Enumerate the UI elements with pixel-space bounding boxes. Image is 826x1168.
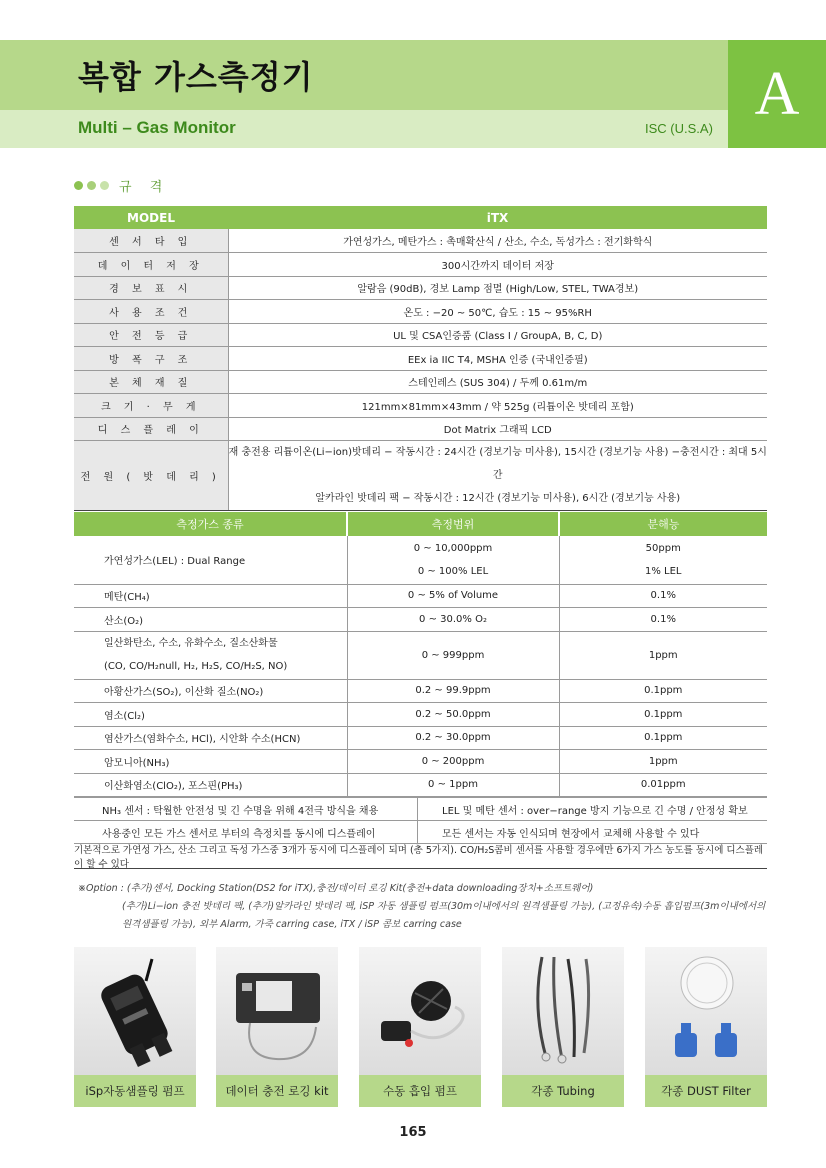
gas-name-line: (CO, CO/H₂null, H₂, H₂S, CO/H₂S, NO) xyxy=(104,661,288,672)
table-row xyxy=(74,679,767,703)
logging-kit-icon xyxy=(216,947,338,1075)
row-label: 센 서 타 입 xyxy=(74,229,228,253)
col-range-header: 측정범위 xyxy=(347,512,559,536)
table-row xyxy=(74,323,767,347)
row-value: EEx ia IIC T4, MSHA 인증 (국내인증필) xyxy=(228,347,767,371)
gas-resolution xyxy=(559,536,767,584)
product-card xyxy=(502,947,624,1107)
table-row xyxy=(74,703,767,727)
gas-range: 0 ~ 30.0% O₂ xyxy=(347,608,559,632)
bullet-dot-icon xyxy=(87,181,96,190)
row-label: 디 스 플 레 이 xyxy=(74,417,228,441)
range-line: 0 ~ 10,000ppm xyxy=(413,542,493,554)
table-row xyxy=(74,608,767,632)
row-value: Dot Matrix 그래픽 LCD xyxy=(228,417,767,441)
row-label: 방 폭 구 조 xyxy=(74,347,228,371)
gas-resolution: 0.01ppm xyxy=(559,773,767,797)
bullet-dot-icon xyxy=(74,181,83,190)
gas-range: 0 ~ 5% of Volume xyxy=(347,584,559,608)
row-value: 가연성가스, 메탄가스 : 촉매확산식 / 산소, 수소, 독성가스 : 전기화학식 xyxy=(228,229,767,253)
gas-name xyxy=(74,631,347,679)
product-card xyxy=(359,947,481,1107)
table-row xyxy=(74,773,767,797)
gas-name: 염소(Cl₂) xyxy=(74,703,347,727)
col-itx-header: iTX xyxy=(228,206,767,229)
power-line-rechargeable: 재 충전용 리튬이온(Li−ion)밧데리 − 작동시간 : 24시간 (경보기능 미사용), 15시간 (경보기능 사용) −충전시간 : 최대 5시간 xyxy=(228,447,767,481)
table-row xyxy=(74,276,767,300)
gas-range: 0.2 ~ 50.0ppm xyxy=(347,703,559,727)
row-label: 사 용 조 건 xyxy=(74,300,228,324)
row-value: 알람음 (90dB), 경보 Lamp 점멸 (High/Low, STEL, TWA경보) xyxy=(228,276,767,300)
gas-resolution: 0.1% xyxy=(559,584,767,608)
note-cell: 사용중인 모든 가스 센서로 부터의 측정치를 동시에 디스플레이 xyxy=(74,821,418,843)
row-label: 전 원 ( 밧 데 리 ) xyxy=(74,441,228,511)
gas-resolution: 1ppm xyxy=(559,750,767,774)
gas-range: 0 ~ 1ppm xyxy=(347,773,559,797)
range-line: 0 ~ 100% LEL xyxy=(417,565,489,577)
note-full: 기본적으로 가연성 가스, 산소 그리고 독성 가스중 3개가 동시에 디스플레이 되며 (총 5가지). CO/H₂S콤비 센서를 사용할 경우에만 6가지 가스 농도를 동시에 디스플레이 할 수 있다 xyxy=(74,844,767,869)
sampling-pump-icon xyxy=(74,947,196,1075)
gas-range xyxy=(347,536,559,584)
product-card xyxy=(74,947,196,1107)
product-caption: 수동 흡입 펌프 xyxy=(359,1075,481,1107)
notes-block xyxy=(74,797,767,869)
section-letter-badge: A xyxy=(728,40,826,148)
col-resolution-header: 분해능 xyxy=(559,512,767,536)
table-row xyxy=(74,394,767,418)
page-title: 복합 가스측정기 xyxy=(78,58,314,96)
option-line: ※Option : (추가)센서, Docking Station(DS2 for iTX),충전/데이터 로깅 Kit(충전+data downloading장치+소프트웨어) xyxy=(78,883,594,894)
table-row xyxy=(74,536,767,584)
gas-name: 메탄(CH₄) xyxy=(74,584,347,608)
gas-name: 염산가스(염화수소, HCl), 시안화 수소(HCN) xyxy=(74,726,347,750)
gas-resolution: 0.1ppm xyxy=(559,726,767,750)
product-card xyxy=(216,947,338,1107)
table-row xyxy=(74,441,767,511)
table-row xyxy=(74,253,767,277)
row-label: 경 보 표 시 xyxy=(74,276,228,300)
note-cell: NH₃ 센서 : 탁월한 안전성 및 긴 수명을 위해 4전극 방식을 채용 xyxy=(74,798,418,820)
table-row xyxy=(74,584,767,608)
page-number: 165 xyxy=(399,1125,427,1140)
notes-row xyxy=(74,798,767,821)
note-cell: LEL 및 메탄 센서 : over−range 방지 기능으로 긴 수명 / 안정성 확보 xyxy=(442,805,748,817)
resolution-line: 1% LEL xyxy=(644,565,682,577)
gas-range: 0 ~ 200ppm xyxy=(347,750,559,774)
page-subtitle: Multi – Gas Monitor xyxy=(78,118,236,137)
col-model-header: MODEL xyxy=(74,206,228,229)
table-row xyxy=(74,347,767,371)
power-line-alkaline: 알카라인 밧데리 팩 − 작동시간 : 12시간 (경보기능 미사용), 6시간 (경보기능 사용) xyxy=(315,493,681,504)
table-row xyxy=(74,631,767,679)
gas-resolution: 0.1ppm xyxy=(559,703,767,727)
row-value: 온도 : −20 ~ 50℃, 습도 : 15 ~ 95%RH xyxy=(228,300,767,324)
gas-resolution: 0.1ppm xyxy=(559,679,767,703)
options-text xyxy=(78,880,765,934)
gas-range-table xyxy=(74,512,767,797)
gas-range: 0.2 ~ 30.0ppm xyxy=(347,726,559,750)
spec-table xyxy=(74,206,767,511)
manufacturer-label: ISC (U.S.A) xyxy=(645,121,713,136)
gas-range: 0 ~ 999ppm xyxy=(347,631,559,679)
product-caption: iSp자동샘플링 펌프 xyxy=(74,1075,196,1107)
product-caption: 각종 Tubing xyxy=(502,1075,624,1107)
table-row xyxy=(74,229,767,253)
bullet-dot-icon xyxy=(100,181,109,190)
section-label: 규 격 xyxy=(119,180,170,195)
gas-name: 산소(O₂) xyxy=(74,608,347,632)
note-cell: 모든 센서는 자동 인식되며 현장에서 교체해 사용할 수 있다 xyxy=(442,828,700,840)
hand-pump-icon xyxy=(359,947,481,1075)
gas-name: 가연성가스(LEL) : Dual Range xyxy=(74,536,347,584)
row-value: 스테인레스 (SUS 304) / 두께 0.61m/m xyxy=(228,370,767,394)
tubing-icon xyxy=(502,947,624,1075)
power-value xyxy=(228,441,767,511)
row-value: UL 및 CSA인증품 (Class I / GroupA, B, C, D) xyxy=(228,323,767,347)
gas-name: 이산화염소(ClO₂), 포스핀(PH₃) xyxy=(74,773,347,797)
spec-section-heading xyxy=(74,176,169,195)
col-gas-header: 측정가스 종류 xyxy=(74,512,347,536)
gas-resolution: 0.1% xyxy=(559,608,767,632)
product-caption: 데이터 충전 로깅 kit xyxy=(216,1075,338,1107)
gas-name: 아황산가스(SO₂), 이산화 질소(NO₂) xyxy=(74,679,347,703)
gas-resolution: 1ppm xyxy=(559,631,767,679)
row-label: 안 전 등 급 xyxy=(74,323,228,347)
option-line: 원격샘플링 가능), 외부 Alarm, 가죽 carring case, iTX / iSP 콤보 carring case xyxy=(122,919,462,930)
row-value: 300시간까지 데이터 저장 xyxy=(228,253,767,277)
table-row xyxy=(74,300,767,324)
gas-range: 0.2 ~ 99.9ppm xyxy=(347,679,559,703)
table-row xyxy=(74,417,767,441)
product-caption: 각종 DUST Filter xyxy=(645,1075,767,1107)
gas-name: 암모니아(NH₃) xyxy=(74,750,347,774)
product-card xyxy=(645,947,767,1107)
notes-row xyxy=(74,821,767,844)
row-label: 본 체 재 질 xyxy=(74,370,228,394)
row-label: 크 기 · 무 게 xyxy=(74,394,228,418)
row-label: 데 이 터 저 장 xyxy=(74,253,228,277)
table-row xyxy=(74,370,767,394)
dust-filter-icon xyxy=(645,947,767,1075)
table-row xyxy=(74,750,767,774)
gas-name-line: 일산화탄소, 수소, 유화수소, 질소산화물 xyxy=(104,638,278,649)
table-row xyxy=(74,726,767,750)
option-line: (추가)Li−ion 충전 밧데리 팩, (추가)알카라인 밧데리 팩, iSP 자동 샘플링 펌프(30m이내에서의 원격샘플링 가능), (고정유속)수동 흡입펌프(3m이내에서의 xyxy=(122,901,766,912)
resolution-line: 50ppm xyxy=(645,542,681,554)
row-value: 121mm×81mm×43mm / 약 525g (리튬이온 밧데리 포함) xyxy=(228,394,767,418)
